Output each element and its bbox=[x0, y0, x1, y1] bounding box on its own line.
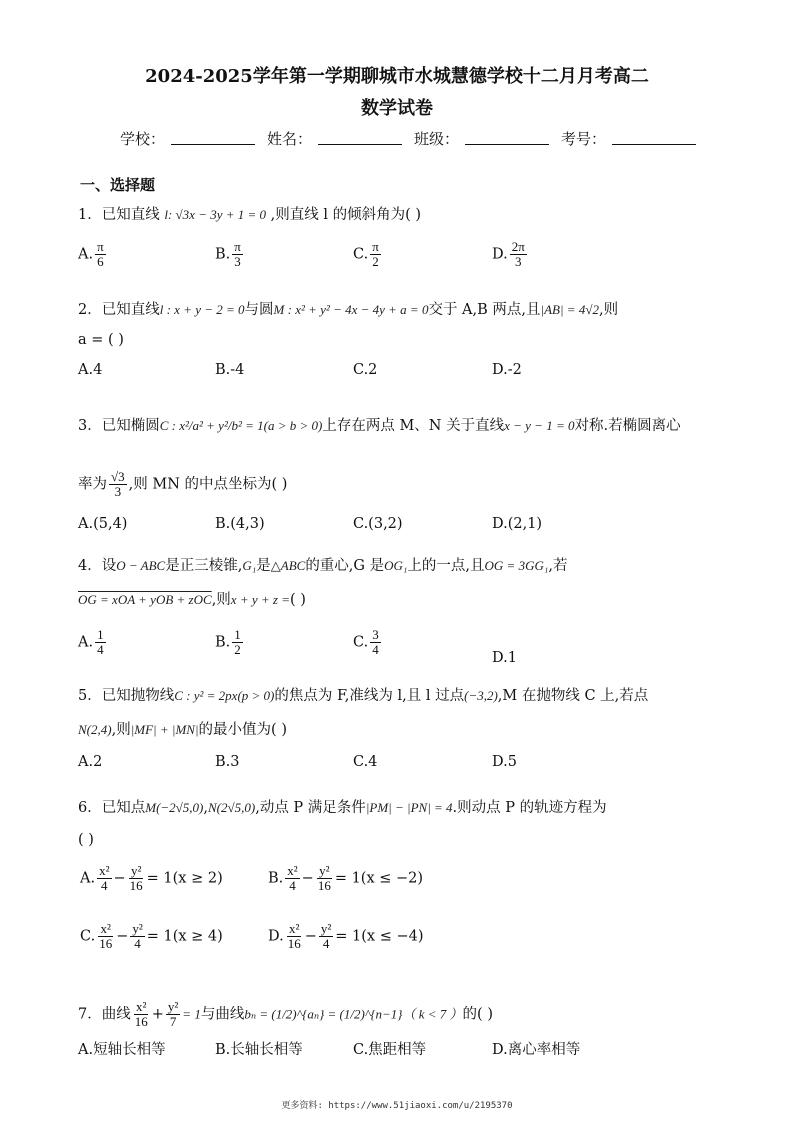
q2-option-d[interactable]: D.-2 bbox=[492, 362, 522, 378]
q7-option-d[interactable]: D.离心率相等 bbox=[492, 1042, 581, 1058]
q5-option-a[interactable]: A.2 bbox=[78, 754, 103, 770]
q5-option-d[interactable]: D.5 bbox=[492, 754, 517, 770]
q6-option-b[interactable]: B. $\frac{\text{x²}}{4}$ − $\frac{\text{y²}}{16}$ = 1(x ≤ −2) bbox=[268, 863, 424, 893]
q3-option-c[interactable]: C.(3,2) bbox=[353, 516, 403, 532]
q6-option-c[interactable]: C. $\frac{\text{x²}}{16}$ − $\frac{\text{y²}}{4}$ = 1(x ≥ 4) bbox=[80, 921, 223, 951]
q1-option-d[interactable]: D. $\frac{2\pi}{3}$ bbox=[492, 239, 525, 269]
q2-option-b[interactable]: B.-4 bbox=[215, 362, 245, 378]
q7-option-a[interactable]: A.短轴长相等 bbox=[78, 1042, 166, 1058]
question-3: 3．已知椭圆C : x²/a² + y²/b² = 1(a > b > 0)上存在两点 M、N 关于直线x − y − 1 = 0对称.若椭圆离心 bbox=[78, 418, 681, 434]
q7-option-b[interactable]: B.长轴长相等 bbox=[215, 1042, 303, 1058]
question-6: 6．已知点M(−2√5,0),N(2√5,0),动点 P 满足条件|PM| − |PN| = 4.则动点 P 的轨迹方程为 bbox=[78, 800, 607, 816]
q1-suffix: ,则直线 l 的倾斜角为( ) bbox=[270, 207, 422, 223]
q7-option-c[interactable]: C.焦距相等 bbox=[353, 1042, 427, 1058]
question-4: 4．设O − ABC是正三棱锥,G₁是△ABC的重心,G 是OG₁上的一点,且OG = 3GG₁,若 bbox=[78, 558, 568, 574]
q4-option-a[interactable]: A. $\frac{1}{4}$ bbox=[78, 627, 104, 657]
question-3-line2: 率为 $\frac{√3}{3}$ ,则 MN 的中点坐标为( ) bbox=[78, 469, 288, 499]
question-5: 5．已知抛物线C : y² = 2px(p > 0)的焦点为 F,准线为 l,且 l 过点(−3,2),M 在抛物线 C 上,若点 bbox=[78, 688, 649, 704]
exam-title-line2: 数学试卷 bbox=[361, 98, 433, 119]
q2-option-c[interactable]: C.2 bbox=[353, 362, 378, 378]
q5-option-b[interactable]: B.3 bbox=[215, 754, 240, 770]
footer-link[interactable]: 更多资料: https://www.51jiaoxi.com/u/2195370 bbox=[281, 1101, 513, 1111]
question-5-line2: N(2,4),则|MF| + |MN|的最小值为( ) bbox=[78, 722, 287, 738]
q1-prefix: 1．已知直线 bbox=[78, 207, 160, 223]
q4-option-b[interactable]: B. $\frac{1}{2}$ bbox=[215, 627, 241, 657]
q6-option-d[interactable]: D. $\frac{\text{x²}}{16}$ − $\frac{\text{y²}}{4}$ = 1(x ≤ −4) bbox=[268, 921, 424, 951]
exam-number-label: 考号： bbox=[561, 130, 607, 148]
q6-option-a[interactable]: A. $\frac{\text{x²}}{4}$ − $\frac{\text{y²}}{16}$ = 1(x ≥ 2) bbox=[80, 863, 223, 893]
q1-option-b[interactable]: B. $\frac{\pi}{3}$ bbox=[215, 239, 241, 269]
school-blank[interactable] bbox=[171, 128, 255, 145]
exam-number-blank[interactable] bbox=[612, 128, 696, 145]
q4-option-c[interactable]: C. $\frac{3}{4}$ bbox=[353, 627, 379, 657]
q1-option-c[interactable]: C. $\frac{\pi}{2}$ bbox=[353, 239, 379, 269]
question-2: 2．已知直线l : x + y − 2 = 0与圆M : x² + y² − 4x − 4y + a = 0交于 A,B 两点,且|AB| = 4√2,则 bbox=[78, 302, 619, 318]
question-6-line2: ( ) bbox=[78, 832, 94, 848]
q3-option-a[interactable]: A.(5,4) bbox=[78, 516, 128, 532]
section-heading: 一、选择题 bbox=[80, 176, 156, 194]
q4-option-d[interactable]: D.1 bbox=[492, 650, 517, 666]
student-info-row bbox=[120, 128, 720, 149]
question-1 bbox=[78, 205, 421, 225]
question-2-line2: a = ( ) bbox=[78, 332, 124, 348]
q1-option-a[interactable]: A. $\frac{\pi}{6}$ bbox=[78, 239, 104, 269]
class-blank[interactable] bbox=[465, 128, 549, 145]
q5-option-c[interactable]: C.4 bbox=[353, 754, 378, 770]
name-label: 姓名： bbox=[267, 130, 313, 148]
exam-title-line1: 2024-2025学年第一学期聊城市水城慧德学校十二月月考高二 bbox=[145, 66, 649, 87]
q3-option-b[interactable]: B.(4,3) bbox=[215, 516, 265, 532]
school-label: 学校： bbox=[120, 130, 166, 148]
q1-equation: l: √3x − 3y + 1 = 0 bbox=[164, 207, 267, 222]
name-blank[interactable] bbox=[318, 128, 402, 145]
q3-option-d[interactable]: D.(2,1) bbox=[492, 516, 543, 532]
q2-option-a[interactable]: A.4 bbox=[78, 362, 103, 378]
question-4-line2: OG = xOA + yOB + zOC,则x + y + z =( ) bbox=[78, 592, 306, 608]
question-7: 7．曲线 $\frac{\text{x²}}{16}$ + $\frac{\text{y²}}{7}$ = 1与曲线bₙ = (1/2)^{aₙ} = (1/2)^{n−1}（ k < 7 ）的( ) bbox=[78, 999, 493, 1029]
class-label: 班级： bbox=[414, 130, 460, 148]
